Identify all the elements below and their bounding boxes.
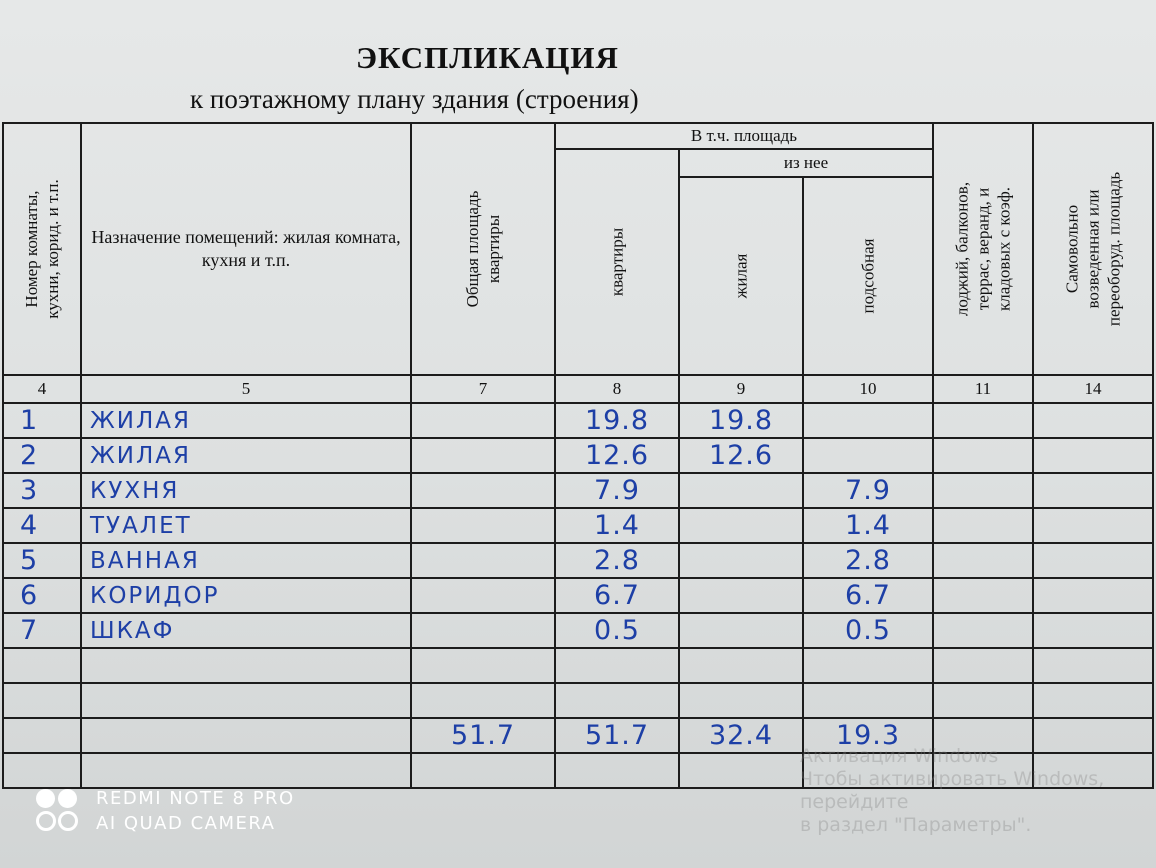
total-area-cell — [411, 508, 555, 543]
auxiliary-area-cell: 7.9 — [803, 473, 933, 508]
living-area-cell: 12.6 — [679, 438, 803, 473]
empty-row — [3, 648, 1153, 683]
column-number: 4 — [3, 375, 81, 403]
loggia-area-cell — [933, 403, 1033, 438]
apartment-area-cell: 0.5 — [555, 613, 679, 648]
loggia-area-cell — [933, 508, 1033, 543]
room-number: 2 — [3, 438, 81, 473]
room-number: 3 — [3, 473, 81, 508]
table-row — [3, 543, 1153, 578]
auxiliary-area-cell: 0.5 — [803, 613, 933, 648]
living-area-cell: 19.8 — [679, 403, 803, 438]
total-area-cell — [411, 578, 555, 613]
unauthorized-area-cell — [1033, 578, 1153, 613]
room-number: 1 — [3, 403, 81, 438]
header-incl-area: В т.ч. площадь — [555, 123, 933, 149]
table-row — [3, 613, 1153, 648]
apartment-area-cell: 2.8 — [555, 543, 679, 578]
loggia-area-cell — [933, 473, 1033, 508]
document-title: ЭКСПЛИКАЦИЯ — [356, 40, 619, 75]
camera-model: REDMI NOTE 8 PRO — [96, 788, 295, 809]
unauthorized-area-cell — [1033, 438, 1153, 473]
explication-table — [2, 122, 1154, 789]
table-row — [3, 578, 1153, 613]
column-number: 11 — [933, 375, 1033, 403]
header-apartment: квартиры — [555, 149, 679, 375]
table-row — [3, 438, 1153, 473]
auxiliary-area-cell: 1.4 — [803, 508, 933, 543]
header-loggias: лоджий, балконов, террас, веранд, и кладовых с коэф. — [933, 123, 1033, 375]
room-name: ШКАФ — [81, 613, 411, 648]
header-purpose: Назначение помещений: жилая комната, кухня и т.п. — [81, 123, 411, 375]
header-auxiliary: подсобная — [803, 177, 933, 375]
loggia-area-cell — [933, 578, 1033, 613]
room-name: ТУАЛЕТ — [81, 508, 411, 543]
apartment-area-cell: 1.4 — [555, 508, 679, 543]
room-name: ЖИЛАЯ — [81, 403, 411, 438]
loggia-area-cell — [933, 543, 1033, 578]
total-area-cell — [411, 438, 555, 473]
total-area-cell — [411, 613, 555, 648]
loggia-area-cell — [933, 613, 1033, 648]
column-number: 8 — [555, 375, 679, 403]
unauthorized-area-cell — [1033, 543, 1153, 578]
header-unauthorized: Самовольно возведенная или переоборуд. площадь — [1033, 123, 1153, 375]
room-number: 5 — [3, 543, 81, 578]
room-name: КУХНЯ — [81, 473, 411, 508]
living-area-cell — [679, 543, 803, 578]
document-subtitle: к поэтажному плану здания (строения) — [190, 84, 639, 114]
living-area-cell — [679, 473, 803, 508]
apartment-area-cell: 12.6 — [555, 438, 679, 473]
living-area-cell — [679, 578, 803, 613]
apartment-area-cell: 6.7 — [555, 578, 679, 613]
header-total-area: Общая площадь квартиры — [411, 123, 555, 375]
header-row — [3, 123, 1153, 149]
room-name: КОРИДОР — [81, 578, 411, 613]
total-area-cell — [411, 473, 555, 508]
total-area-cell — [411, 403, 555, 438]
column-number: 9 — [679, 375, 803, 403]
column-number: 14 — [1033, 375, 1153, 403]
room-name: ЖИЛАЯ — [81, 438, 411, 473]
table-row — [3, 508, 1153, 543]
loggia-area-cell — [933, 438, 1033, 473]
quad-camera-icon — [36, 789, 80, 833]
auxiliary-area-cell: 2.8 — [803, 543, 933, 578]
camera-type: AI QUAD CAMERA — [96, 813, 276, 834]
auxiliary-area-sum: 19.3 — [803, 718, 933, 753]
auxiliary-area-cell — [803, 403, 933, 438]
room-number: 7 — [3, 613, 81, 648]
unauthorized-area-cell — [1033, 613, 1153, 648]
auxiliary-area-cell: 6.7 — [803, 578, 933, 613]
apartment-area-cell: 19.8 — [555, 403, 679, 438]
living-area-sum: 32.4 — [679, 718, 803, 753]
column-number-row — [3, 375, 1153, 403]
living-area-cell — [679, 508, 803, 543]
header-living: жилая — [679, 177, 803, 375]
header-room-number: Номер комнаты, кухни, корид. и т.п. — [3, 123, 81, 375]
camera-watermark — [36, 786, 295, 836]
room-name: ВАННАЯ — [81, 543, 411, 578]
room-number: 4 — [3, 508, 81, 543]
apartment-area-sum: 51.7 — [555, 718, 679, 753]
column-number: 10 — [803, 375, 933, 403]
table-row — [3, 403, 1153, 438]
apartment-area-cell: 7.9 — [555, 473, 679, 508]
table-row — [3, 473, 1153, 508]
auxiliary-area-cell — [803, 438, 933, 473]
column-number: 7 — [411, 375, 555, 403]
total-area-sum: 51.7 — [411, 718, 555, 753]
column-number: 5 — [81, 375, 411, 403]
windows-activation-watermark: Активация Windows Чтобы активировать Windows, перейдите в раздел "Параметры". — [800, 745, 1105, 836]
unauthorized-area-cell — [1033, 403, 1153, 438]
camera-label — [96, 786, 295, 836]
room-number: 6 — [3, 578, 81, 613]
living-area-cell — [679, 613, 803, 648]
unauthorized-area-cell — [1033, 508, 1153, 543]
unauthorized-area-cell — [1033, 473, 1153, 508]
total-area-cell — [411, 543, 555, 578]
header-of-which: из нее — [679, 149, 933, 177]
empty-row — [3, 683, 1153, 718]
